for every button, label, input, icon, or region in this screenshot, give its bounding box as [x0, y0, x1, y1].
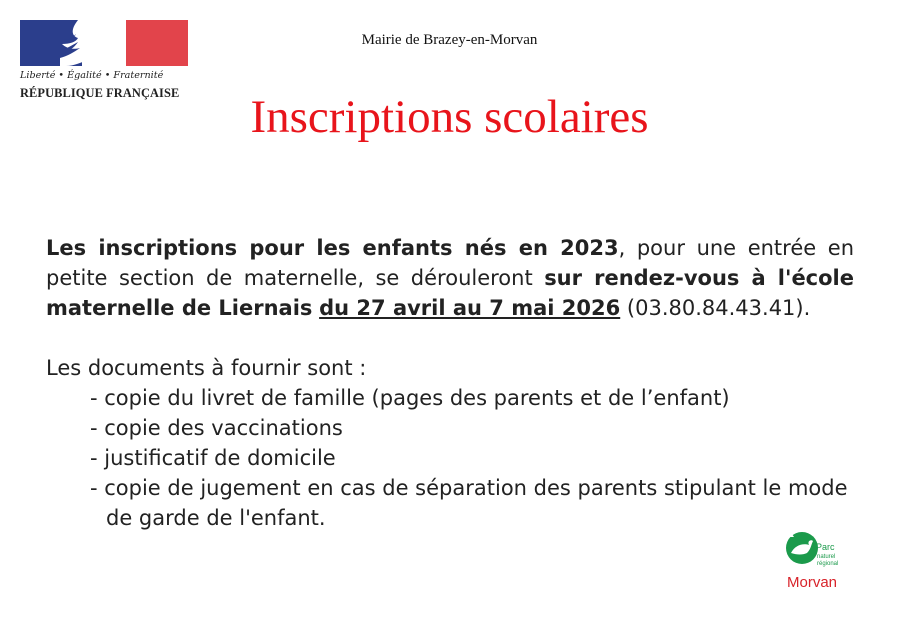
registration-paragraph [46, 233, 854, 323]
registration-dates: du 27 avril au 7 mai 2026 [319, 296, 621, 320]
school-phone: (03.80.84.43.41). [620, 296, 811, 320]
parc-morvan-logo [783, 525, 845, 595]
page-title: Inscriptions scolaires [250, 91, 649, 143]
announcement-body [46, 233, 854, 533]
document-item: - justificatif de domicile [90, 446, 336, 470]
appointment-location: sur rendez-vous à l'école maternelle de Liernais [46, 266, 854, 320]
documents-list [46, 383, 854, 533]
morvan-parc-label: Parc [816, 542, 835, 552]
republic-motto: Liberté • Égalité • Fraternité [20, 70, 164, 81]
morvan-name-label: Morvan [787, 574, 838, 591]
document-item-continuation: de garde de l'enfant. [106, 506, 326, 530]
documents-intro: Les documents à fournir sont : [46, 356, 367, 380]
morvan-naturel-label: naturel [817, 554, 836, 560]
republic-name: RÉPUBLIQUE FRANÇAISE [20, 86, 180, 100]
registration-text: , pour une entrée en petite section de maternelle, se dérouleront [46, 236, 855, 290]
document-item [46, 473, 854, 533]
document-item: - copie du livret de famille (pages des parents et de l’enfant) [90, 386, 730, 410]
document-item: - copie des vaccinations [90, 416, 343, 440]
town-hall-name: Mairie de Brazey-en-Morvan [361, 32, 538, 48]
registration-lead: Les inscriptions pour les enfants nés en 2023 [46, 236, 619, 260]
morvan-regional-label: régional [817, 561, 839, 567]
document-item-text: - copie de jugement en cas de séparation des parents stipulant le mode [90, 476, 848, 500]
